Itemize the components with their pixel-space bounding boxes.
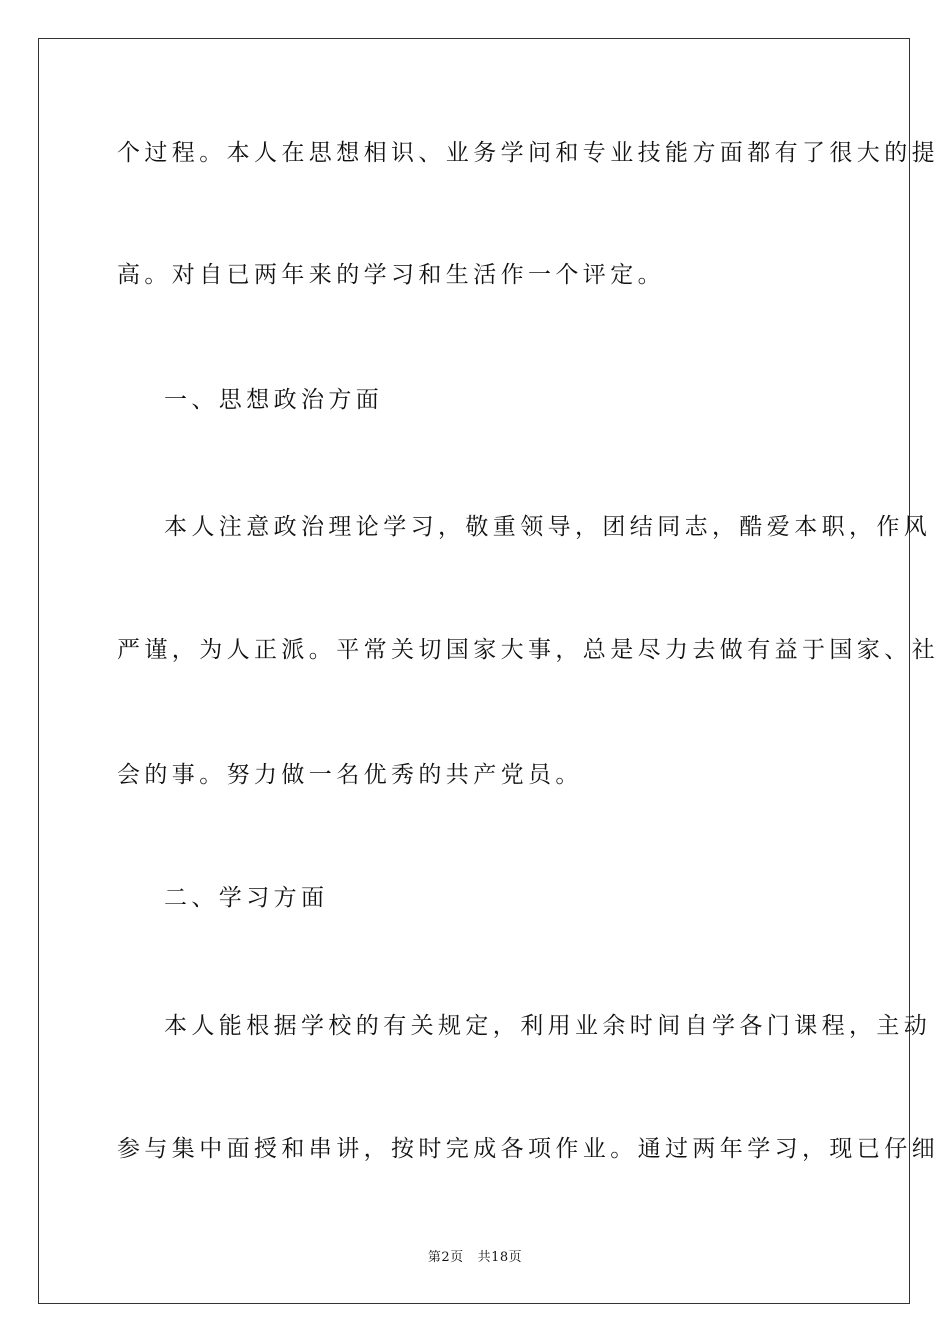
page-total: 共18页	[477, 1250, 523, 1265]
page-border	[38, 38, 939, 1304]
page-number: 第2页	[427, 1250, 464, 1265]
body-text-line: 个过程。本人在思想相识、业务学问和专业技能方面都有了很大的提	[117, 140, 939, 166]
body-text-line: 严谨，为人正派。平常关切国家大事，总是尽力去做有益于国家、社	[117, 637, 939, 663]
body-text-line: 本人注意政治理论学习，敬重领导，团结同志，酷爱本职，作风	[164, 514, 932, 540]
body-text-line: 高。对自已两年来的学习和生活作一个评定。	[117, 262, 665, 288]
page-footer	[0, 1246, 950, 1265]
body-text-line: 参与集中面授和串讲，按时完成各项作业。通过两年学习，现已仔细	[117, 1136, 939, 1162]
section-heading-study: 二、学习方面	[164, 885, 329, 911]
body-text-line: 会的事。努力做一名优秀的共产党员。	[117, 762, 583, 788]
section-heading-politics: 一、思想政治方面	[164, 387, 384, 413]
body-text-line: 本人能根据学校的有关规定，利用业余时间自学各门课程，主动	[164, 1013, 932, 1039]
